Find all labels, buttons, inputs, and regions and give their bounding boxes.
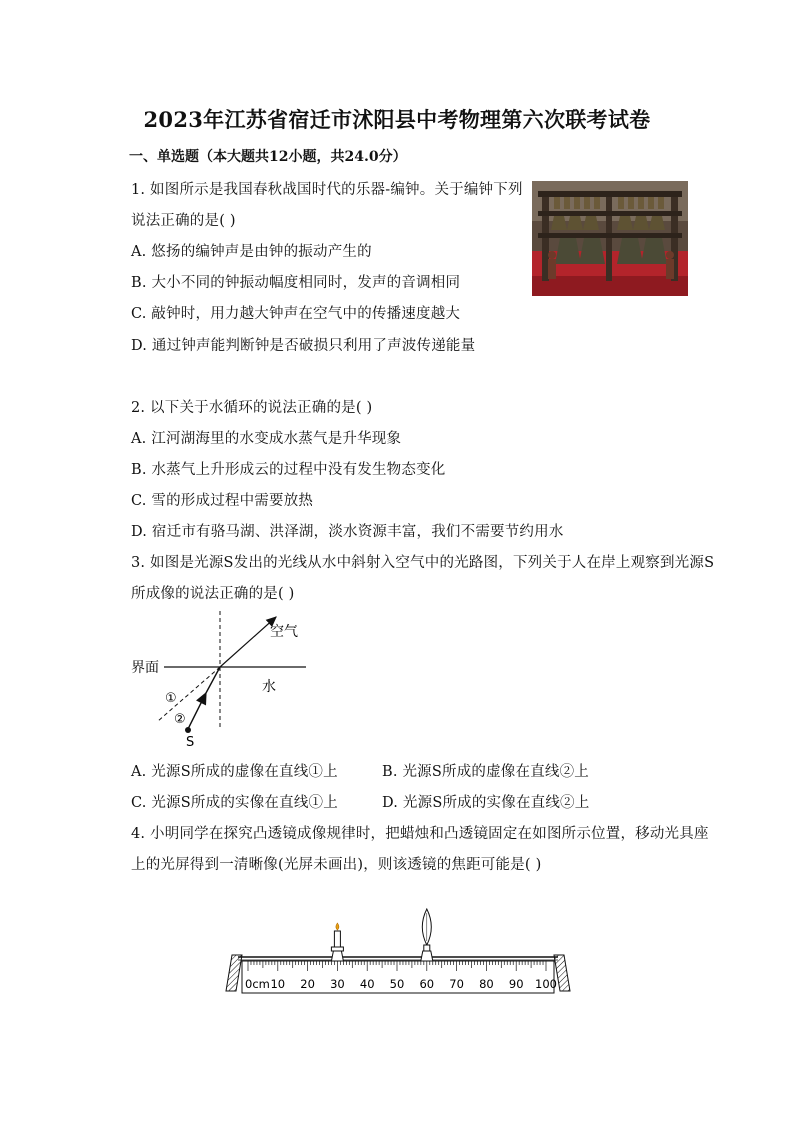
ruler-label: 90 xyxy=(508,977,524,991)
q1-stem-line1: 1. 如图所示是我国春秋战国时代的乐器-编钟。关于编钟下列 xyxy=(131,182,523,198)
label-line-2: ② xyxy=(174,712,186,727)
ruler-label: 80 xyxy=(479,977,494,991)
ruler-label: 50 xyxy=(389,977,405,991)
convex-lens xyxy=(421,909,433,961)
ruler-ticks xyxy=(248,961,546,971)
candle-flame xyxy=(336,923,339,930)
ruler-labels xyxy=(245,977,557,991)
incident-ray-arrow xyxy=(188,693,206,729)
lens-stand xyxy=(421,951,433,961)
q2-stem: 2. 以下关于水循环的说法正确的是( ) xyxy=(131,400,373,416)
refracted-ray xyxy=(220,617,276,667)
label-line-1: ① xyxy=(165,691,177,706)
candle xyxy=(331,923,343,961)
ruler-label: 30 xyxy=(330,977,345,991)
label-water: 水 xyxy=(262,679,276,695)
left-support xyxy=(226,955,242,991)
ruler-label: 20 xyxy=(300,977,315,991)
ruler-label: 0cm xyxy=(245,977,270,991)
ruler-label: 40 xyxy=(359,977,375,991)
q2-option-c: C. 雪的形成过程中需要放热 xyxy=(131,493,314,509)
label-source: S xyxy=(186,735,195,750)
q3-option-b: B. 光源S所成的虚像在直线②上 xyxy=(382,764,590,780)
light-source-dot xyxy=(185,727,191,733)
q1-option-d: D. 通过钟声能判断钟是否破损只利用了声波传递能量 xyxy=(131,338,476,354)
q2-option-b: B. 水蒸气上升形成云的过程中没有发生物态变化 xyxy=(131,462,446,478)
q4-stem-line2: 上的光屏得到一清晰像(光屏未画出)，则该透镜的焦距可能是( ) xyxy=(131,857,542,873)
chime-bells-photo xyxy=(532,181,688,296)
q1-option-a: A. 悠扬的编钟声是由钟的振动产生的 xyxy=(131,244,372,260)
q3-option-c: C. 光源S所成的实像在直线①上 xyxy=(131,795,338,811)
page-title: 2023年江苏省宿迁市沭阳县中考物理第六次联考试卷 xyxy=(143,107,651,132)
ruler-label: 10 xyxy=(270,977,286,991)
candle-stand xyxy=(331,951,343,961)
ruler-label: 60 xyxy=(419,977,435,991)
label-air: 空气 xyxy=(270,624,298,640)
q3-option-d: D. 光源S所成的实像在直线②上 xyxy=(382,795,590,811)
section-heading: 一、单选题（本大题共12小题，共24.0分） xyxy=(129,149,407,165)
ruler-label: 70 xyxy=(449,977,464,991)
q2-option-a: A. 江河湖海里的水变成水蒸气是升华现象 xyxy=(131,431,402,447)
q3-stem-line2: 所成像的说法正确的是( ) xyxy=(131,586,295,602)
lens-holder xyxy=(424,945,430,951)
candle-holder xyxy=(331,947,343,951)
ruler-label: 100 xyxy=(535,977,557,991)
q1-option-c: C. 敲钟时，用力越大钟声在空气中的传播速度越大 xyxy=(131,306,461,322)
candle-body xyxy=(334,931,340,947)
incident-ray xyxy=(206,667,220,693)
q1-stem-line2: 说法正确的是( ) xyxy=(131,213,236,229)
refraction-diagram xyxy=(128,605,318,750)
optical-bench-diagram xyxy=(218,905,580,1000)
q1-option-b: B. 大小不同的钟振动幅度相同时，发声的音调相同 xyxy=(131,275,461,291)
q2-option-d: D. 宿迁市有骆马湖、洪泽湖，淡水资源丰富，我们不需要节约用水 xyxy=(131,524,564,540)
label-interface: 界面 xyxy=(131,660,159,676)
q3-stem-line1: 3. 如图是光源S发出的光线从水中斜射入空气中的光路图，下列关于人在岸上观察到光源S xyxy=(131,555,715,571)
q3-option-a: A. 光源S所成的虚像在直线①上 xyxy=(131,764,338,780)
q4-stem-line1: 4. 小明同学在探究凸透镜成像规律时，把蜡烛和凸透镜固定在如图所示位置，移动光具座 xyxy=(131,826,709,842)
